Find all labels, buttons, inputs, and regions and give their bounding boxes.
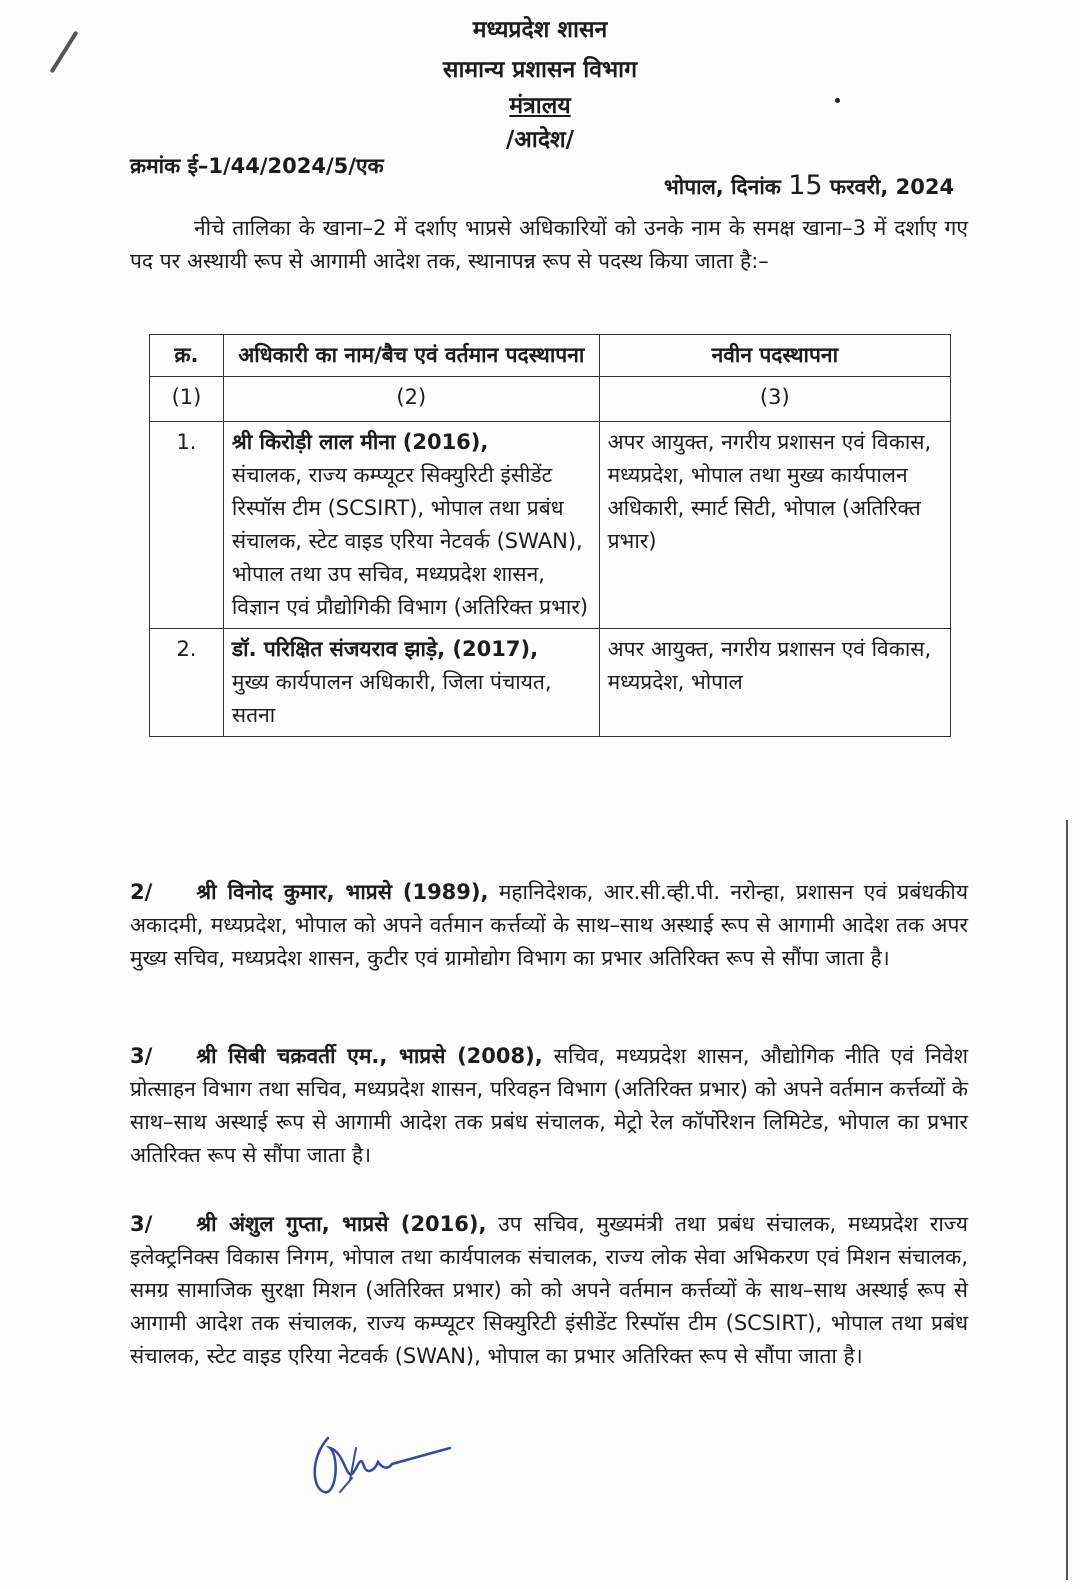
posting-table	[149, 334, 951, 737]
paragraph-officer: श्री सिबी चक्रवर्ती एम., भाप्रसे (2008),	[196, 1044, 543, 1068]
table-row	[150, 422, 951, 629]
paragraph-number: 3/	[130, 1212, 153, 1236]
date-rest: फरवरी, 2024	[829, 175, 955, 199]
signature-icon	[300, 1418, 480, 1508]
intro-paragraph	[130, 212, 968, 278]
date-prefix: भोपाल, दिनांक	[664, 175, 789, 199]
paragraph-officer: श्री अंशुल गुप्ता, भाप्रसे (2016),	[196, 1212, 487, 1236]
officer-current-posting: संचालक, राज्य कम्प्यूटर सिक्युरिटी इंसीडेंट रिस्पॉस टीम (SCSIRT), भोपाल तथा प्रबंध संचालक, स्टेट वाइड एरिया नेटवर्क (SWAN), भोपाल तथा उप सचिव, मध्यप्रदेश शासन, विज्ञान एवं प्रौद्योगिकी विभाग (अतिरिक्त प्रभार)	[231, 463, 589, 619]
paragraph-3a	[130, 1040, 968, 1172]
header-department: सामान्य प्रशासन विभाग	[442, 57, 638, 83]
header-sno: क्र.	[150, 335, 224, 377]
paragraph-officer: श्री विनोद कुमार, भाप्रसे (1989),	[196, 880, 489, 904]
header-government: मध्यप्रदेश शासन	[472, 17, 608, 43]
index-2: (2)	[223, 377, 599, 422]
table-row	[150, 629, 951, 737]
officer-name: श्री किरोड़ी लाल मीना (2016),	[231, 430, 489, 454]
page-edge-line	[1066, 820, 1068, 1580]
index-3: (3)	[599, 377, 950, 422]
paragraph-text: महानिदेशक, आर.सी.व्ही.पी. नरोन्हा, प्रशासन एवं प्रबंधकीय अकादमी, मध्यप्रदेश, भोपाल को अपने वर्तमान कर्त्तव्यों के साथ–साथ अस्थाई रूप से आगामी आदेश तक अपर मुख्य सचिव, मध्यप्रदेश शासन, कुटीर एवं ग्रामोद्योग विभाग का प्रभार अतिरिक्त रूप से सौंपा जाता है।	[130, 880, 969, 970]
header-order: /आदेश/	[505, 127, 575, 153]
paragraph-number: 3/	[130, 1044, 153, 1068]
header-officer: अधिकारी का नाम/बैच एवं वर्तमान पदस्थापना	[223, 335, 599, 377]
table-index-row	[150, 377, 951, 422]
row-officer	[223, 422, 599, 629]
paragraph-text: उप सचिव, मुख्यमंत्री तथा प्रबंध संचालक, मध्यप्रदेश राज्य इलेक्ट्रनिक्स विकास निगम, भोपाल तथा कार्यपालक संचालक, राज्य लोक सेवा अभिकरण एवं मिशन संचालक, समग्र सामाजिक सुरक्षा मिशन (अतिरिक्त प्रभार) को को अपने वर्तमान कर्त्तव्यों के साथ–साथ अस्थाई रूप से आगामी आदेश तक संचालक, राज्य कम्प्यूटर सिक्युरिटी इंसीडेंट रिस्पॉस टीम (SCSIRT), भोपाल तथा प्रबंध संचालक, स्टेट वाइड एरिया नेटवर्क (SWAN), भोपाल का प्रभार अतिरिक्त रूप से सौंपा जाता है।	[130, 1212, 968, 1368]
paragraph-3b	[130, 1208, 968, 1373]
date-day: 15	[788, 170, 823, 201]
officer-name: डॉ. परिक्षित संजयराव झाड़े, (2017),	[231, 637, 539, 661]
paragraph-text: सचिव, मध्यप्रदेश शासन, औद्योगिक नीति एवं निवेश प्रोत्साहन विभाग तथा सचिव, मध्यप्रदेश शासन, परिवहन विभाग (अतिरिक्त प्रभार) को अपने वर्तमान कर्त्तव्यों के साथ–साथ अस्थाई रूप से आगामी आदेश तक प्रबंध संचालक, मेट्रो रेल कॉर्पोरेशन लिमिटेड, भोपाल का प्रभार अतिरिक्त रूप से सौंपा जाता है।	[130, 1044, 968, 1167]
row-sno: 1.	[150, 422, 224, 629]
reference-number: क्रमांक ई–1/44/2024/5/एक	[130, 154, 384, 178]
header-ministry	[0, 88, 1080, 120]
header-new-posting: नवीन पदस्थापना	[599, 335, 950, 377]
intro-text: नीचे तालिका के खाना–2 में दर्शाए भाप्रसे अधिकारियों को उनके नाम के समक्ष खाना–3 में दर्शाए गए पद पर अस्थायी रूप से आगामी आदेश तक, स्थानापन्न रूप से पदस्थ किया जाता है:–	[130, 216, 968, 273]
row-new-posting: अपर आयुक्त, नगरीय प्रशासन एवं विकास, मध्यप्रदेश, भोपाल तथा मुख्य कार्यपालन अधिकारी, स्मार्ट सिटी, भोपाल (अतिरिक्त प्रभार)	[599, 422, 950, 629]
officer-current-posting: मुख्य कार्यपालन अधिकारी, जिला पंचायत, सतना	[231, 670, 552, 727]
index-1: (1)	[150, 377, 224, 422]
row-officer	[223, 629, 599, 737]
row-new-posting: अपर आयुक्त, नगरीय प्रशासन एवं विकास, मध्यप्रदेश, भोपाल	[599, 629, 950, 737]
order-date	[664, 170, 954, 201]
row-sno: 2.	[150, 629, 224, 737]
header-ministry-text: मंत्रालय	[509, 93, 571, 119]
paragraph-number: 2/	[130, 880, 153, 904]
paragraph-2	[130, 876, 968, 975]
table-header-row	[150, 335, 951, 377]
